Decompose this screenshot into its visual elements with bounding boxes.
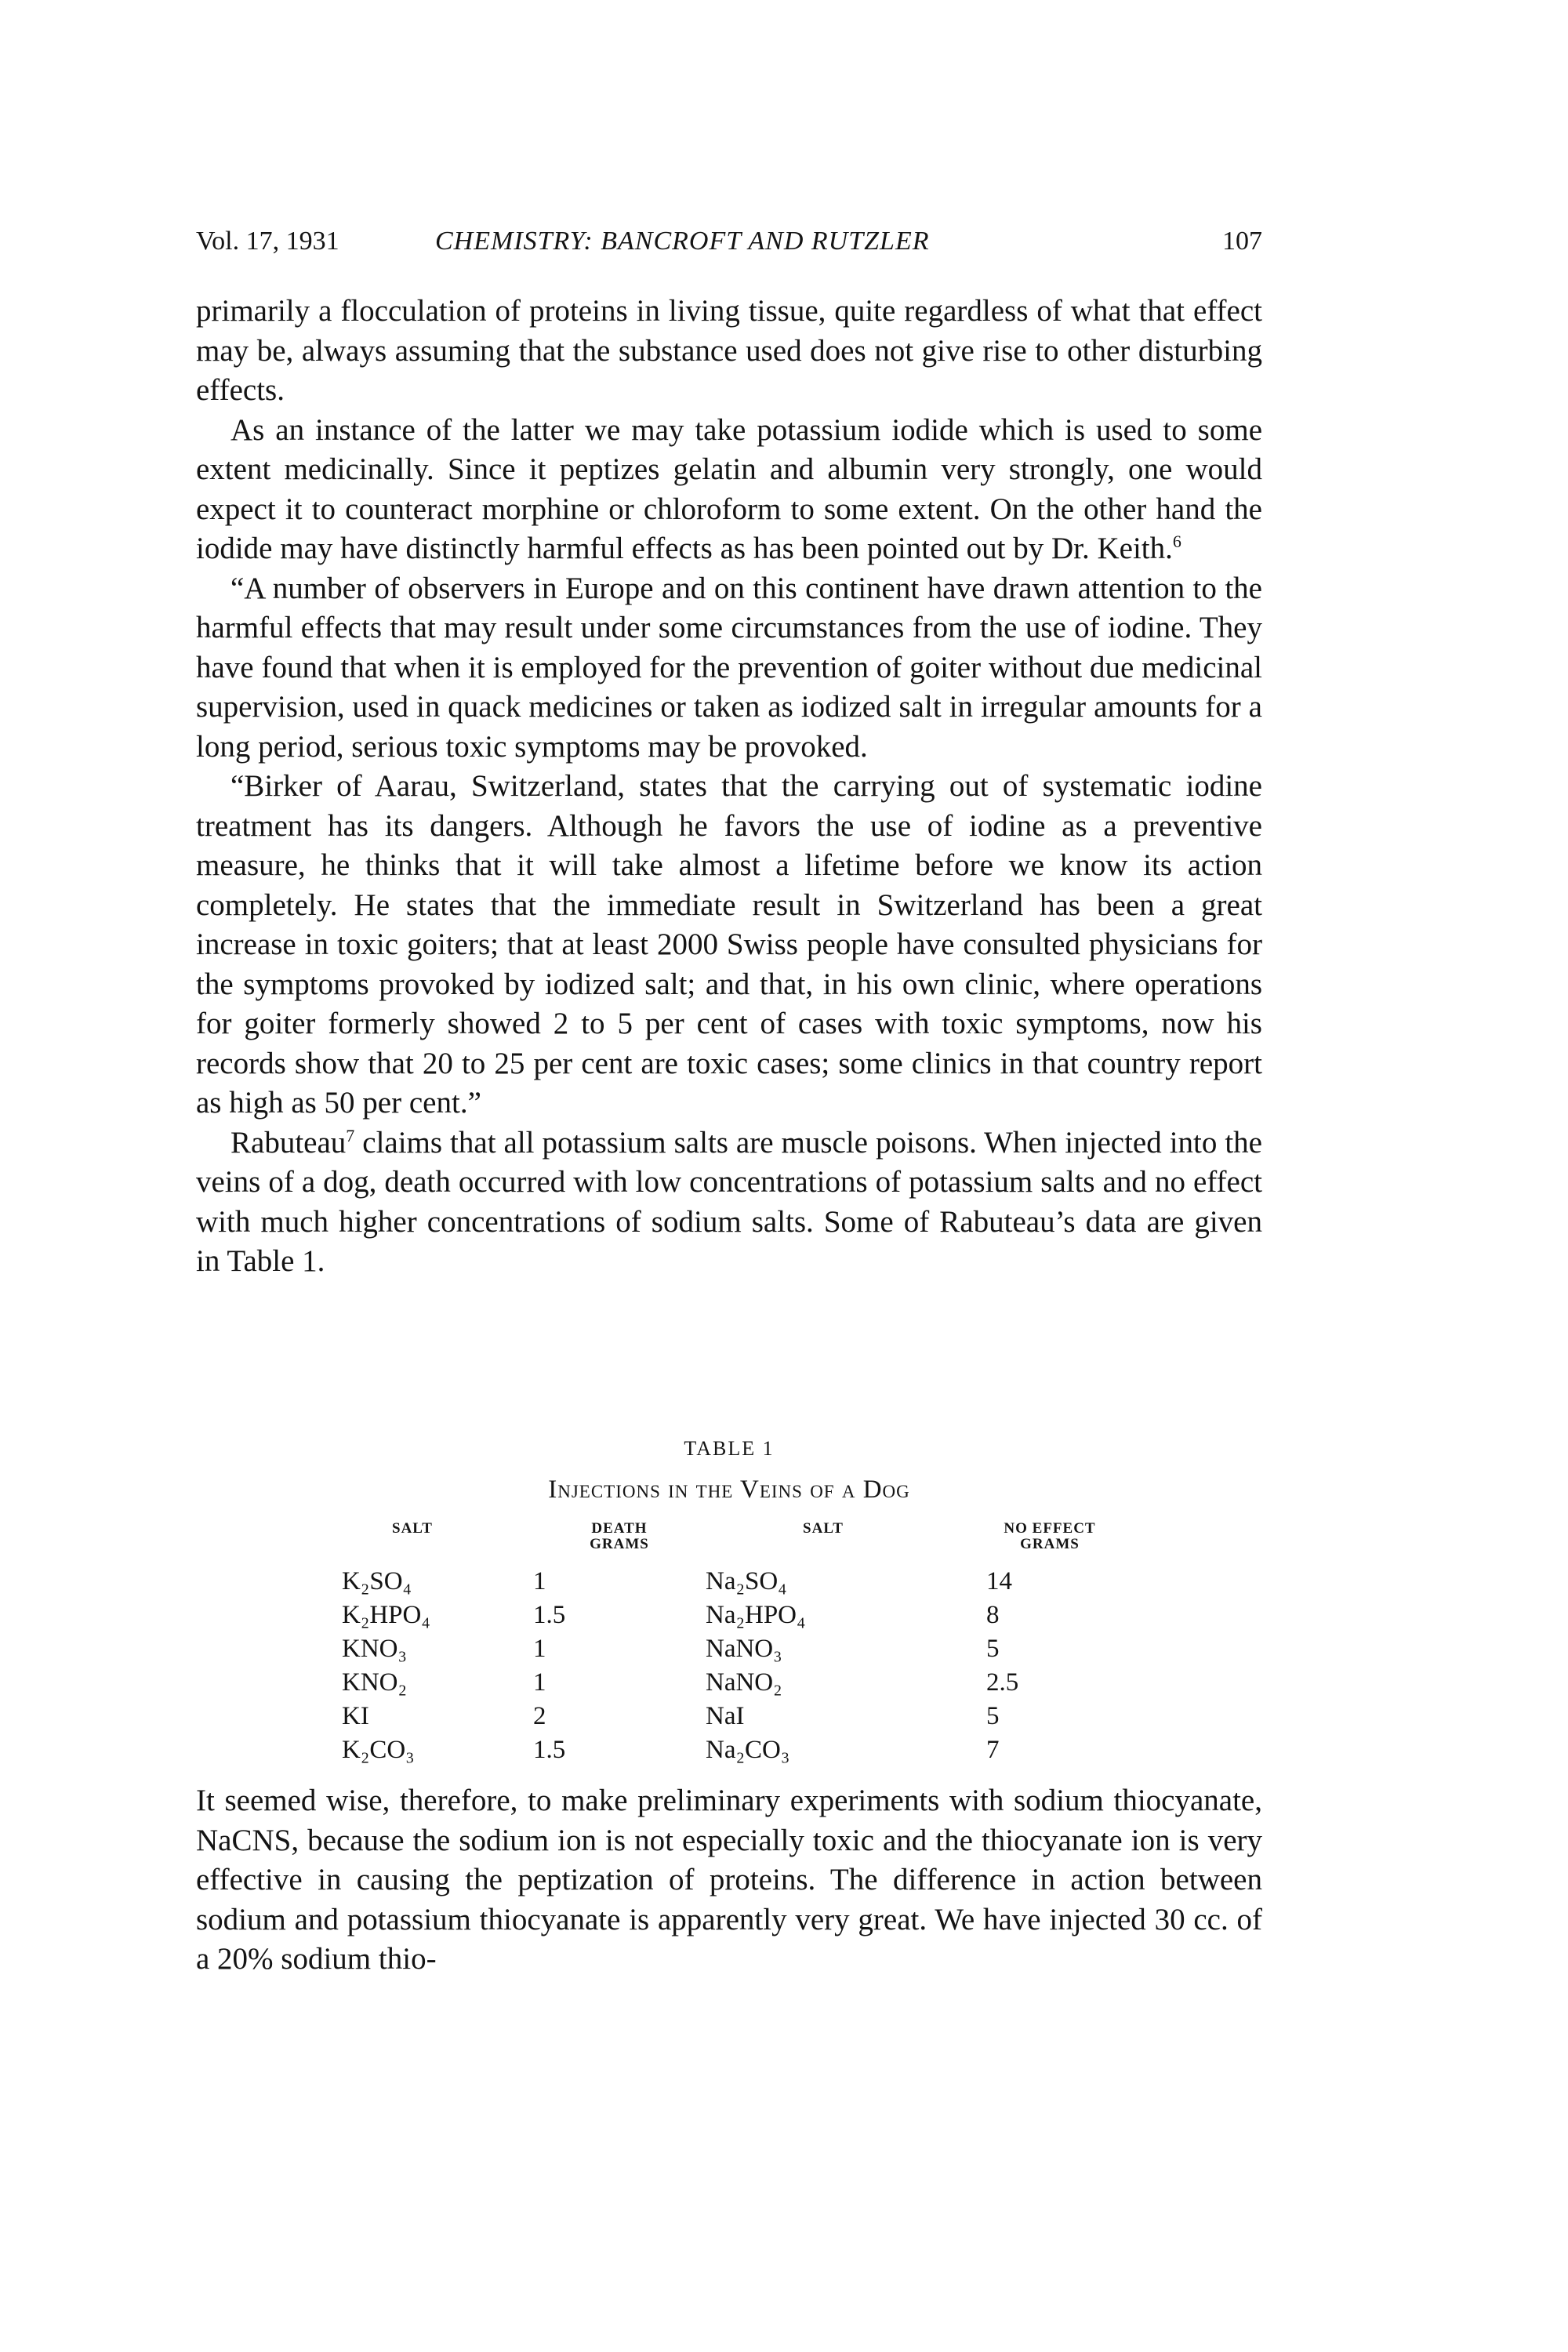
volume-label: Vol. 17, 1931: [196, 227, 339, 256]
cell-salt-k: K₂HPO₄: [342, 1601, 430, 1629]
paragraph-4: “Birker of Aarau, Switzerland, states that the carrying out of systematic iodine treatment has its dangers. Although he favors the use of iodine as a preventive measure, he thinks that it will take almost a lifetime before we know its action completely. He states that the immediate result in Switzerland has been a great increase in toxic goiters; that at least 2000 Swiss people have consulted physicians for the symptoms provoked by iodized salt; and that, in his own clinic, where operations for goiter formerly showed 2 to 5 per cent of cases with toxic symptoms, now his records show that 20 to 25 per cent are toxic cases; some clinics in that country report as high as 50 per cent.”: [196, 769, 1262, 1120]
rabuteau-name: Rabuteau: [230, 1125, 347, 1160]
page-number: 107: [1222, 227, 1262, 256]
table-row: [196, 1700, 1159, 1733]
footnote-ref-7: 7: [346, 1125, 355, 1145]
cell-salt-na: NaI: [706, 1702, 745, 1730]
paragraph-5-text: claims that all potassium salts are muscle poisons. When injected into the veins of a dog, death occurred with low concentrations of potassium salts and no effect with much higher concentrations of sodium salts. Some of Rabuteau’s data are given in Table 1.: [196, 1125, 1262, 1278]
running-title: CHEMISTRY: BANCROFT AND RUTZLER: [435, 227, 930, 256]
cell-salt-k: K₂CO₃: [342, 1736, 415, 1764]
paragraph-5: [196, 1123, 1262, 1282]
table-row: [196, 1666, 1159, 1700]
cell-no-effect: 5: [986, 1702, 1000, 1730]
table-label: TABLE 1: [684, 1437, 775, 1460]
table-row: [196, 1632, 1159, 1666]
cell-salt-k: K₂SO₄: [342, 1567, 412, 1595]
footnote-ref-6: 6: [1172, 532, 1181, 551]
header-death-grams: DEATH GRAMS: [590, 1520, 649, 1552]
table-row: [196, 1565, 1159, 1599]
cell-salt-na: Na₂CO₃: [706, 1736, 790, 1764]
cell-no-effect: 2.5: [986, 1668, 1019, 1697]
cell-no-effect: 8: [986, 1601, 1000, 1629]
data-table: [196, 1521, 1159, 1767]
cell-death: 1: [533, 1668, 546, 1697]
table-row: [196, 1599, 1159, 1632]
body-text-after-table: [196, 1781, 1262, 1980]
table-row: [196, 1733, 1159, 1767]
cell-salt-na: NaNO₃: [706, 1635, 782, 1663]
cell-death: 2: [533, 1702, 546, 1730]
paragraph-3: “A number of observers in Europe and on this continent have drawn attention to the harmful effects that may result under some circumstances from the use of iodine. They have found that when it is employed for the prevention of goiter without due medicinal supervision, used in quack medicines or taken as iodized salt in irregular amounts for a long period, serious toxic symptoms may be provoked.: [196, 571, 1262, 764]
body-text: [196, 292, 1262, 1282]
cell-no-effect: 7: [986, 1736, 1000, 1764]
cell-death: 1: [533, 1635, 546, 1663]
cell-salt-na: Na₂HPO₄: [706, 1601, 806, 1629]
table-caption: Injections in the Veins of a Dog: [548, 1475, 910, 1504]
cell-salt-na: NaNO₂: [706, 1668, 782, 1697]
table-1: [196, 1433, 1262, 1764]
cell-salt-k: KNO₃: [342, 1635, 407, 1663]
table-header-row: [196, 1521, 1159, 1565]
paragraph-1: primarily a flocculation of proteins in living tissue, quite regardless of what that effect may be, always assuming that the substance used does not give rise to other disturbing effects.: [196, 294, 1262, 407]
cell-salt-k: KI: [342, 1702, 369, 1730]
closing-paragraph: It seemed wise, therefore, to make preliminary experiments with sodium thiocyanate, NaCNS, because the sodium ion is not especially toxic and the thiocyanate ion is very effective in causing the peptization of proteins. The difference in action between sodium and potassium thiocyanate is apparently very great. We have injected 30 cc. of a 20% sodium thio-: [196, 1784, 1262, 1976]
cell-death: 1.5: [533, 1601, 566, 1629]
cell-salt-k: KNO₂: [342, 1668, 407, 1697]
paragraph-2: [196, 411, 1262, 569]
cell-death: 1: [533, 1567, 546, 1595]
cell-no-effect: 5: [986, 1635, 1000, 1663]
cell-no-effect: 14: [986, 1567, 1012, 1595]
header-salt-na: SALT: [803, 1520, 844, 1537]
paragraph-2-text: As an instance of the latter we may take potassium iodide which is used to some extent medicinally. Since it peptizes gelatin and albumin very strongly, one would expect it to counteract morphine or chloroform to some extent. On the other hand the iodide may have distinctly harmful effects as has been pointed out by Dr. Keith.: [196, 412, 1262, 565]
header-no-effect-grams: NO EFFECT GRAMS: [1004, 1520, 1096, 1552]
cell-death: 1.5: [533, 1736, 566, 1764]
header-salt-k: SALT: [392, 1520, 433, 1537]
cell-salt-na: Na₂SO₄: [706, 1567, 787, 1595]
